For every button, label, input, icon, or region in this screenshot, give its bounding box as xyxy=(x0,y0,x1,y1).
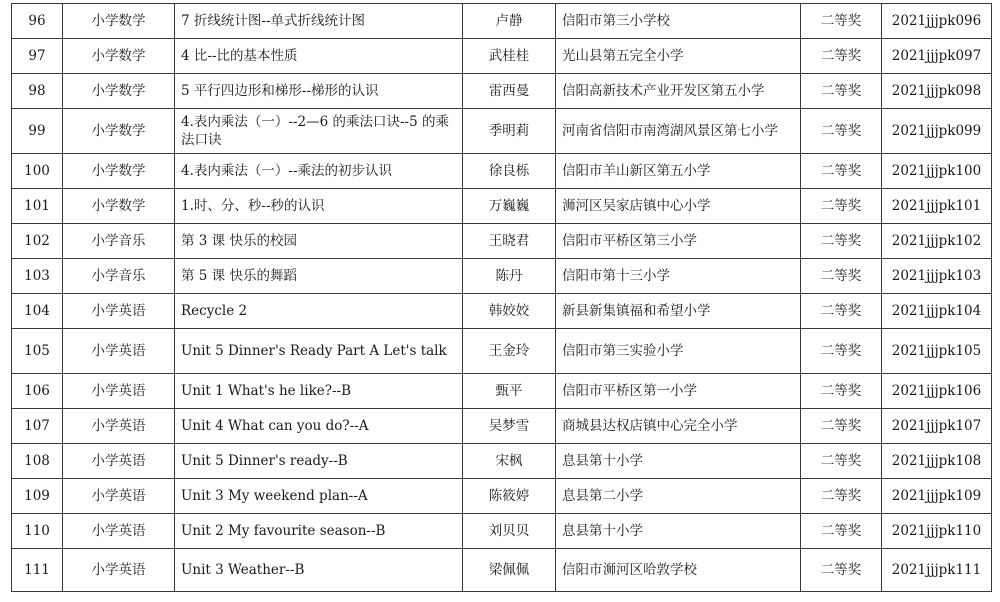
teacher-name-cell: 万巍巍 xyxy=(463,189,556,224)
table-row xyxy=(12,514,992,549)
award-code-cell: 2021jjjpk102 xyxy=(882,224,992,259)
teacher-name-cell: 韩姣姣 xyxy=(463,294,556,329)
row-number-cell: 106 xyxy=(12,374,63,409)
teacher-name-cell: 甄平 xyxy=(463,374,556,409)
table-row xyxy=(12,154,992,189)
table-row xyxy=(12,409,992,444)
subject-cell: 小学英语 xyxy=(63,374,175,409)
school-name-cell: 信阳市羊山新区第五小学 xyxy=(556,154,801,189)
teacher-name-cell: 雷西曼 xyxy=(463,74,556,109)
award-level-cell: 二等奖 xyxy=(801,259,882,294)
table-row xyxy=(12,189,992,224)
teacher-name-cell: 武桂桂 xyxy=(463,39,556,74)
table-row xyxy=(12,109,992,154)
award-table-body xyxy=(12,4,992,592)
teacher-name-cell: 王晓君 xyxy=(463,224,556,259)
subject-cell: 小学音乐 xyxy=(63,259,175,294)
award-table xyxy=(11,3,992,592)
award-code-cell: 2021jjjpk109 xyxy=(882,479,992,514)
award-level-cell: 二等奖 xyxy=(801,294,882,329)
lesson-title-cell: 4 比--比的基本性质 xyxy=(175,39,463,74)
row-number-cell: 104 xyxy=(12,294,63,329)
subject-cell: 小学数学 xyxy=(63,189,175,224)
school-name-cell: 新县新集镇福和希望小学 xyxy=(556,294,801,329)
award-code-cell: 2021jjjpk097 xyxy=(882,39,992,74)
row-number-cell: 109 xyxy=(12,479,63,514)
row-number-cell: 110 xyxy=(12,514,63,549)
subject-cell: 小学英语 xyxy=(63,294,175,329)
award-code-cell: 2021jjjpk101 xyxy=(882,189,992,224)
school-name-cell: 信阳市第三实验小学 xyxy=(556,329,801,374)
subject-cell: 小学英语 xyxy=(63,514,175,549)
lesson-title-cell: Unit 3 My weekend plan--A xyxy=(175,479,463,514)
row-number-cell: 99 xyxy=(12,109,63,154)
school-name-cell: 信阳市平桥区第三小学 xyxy=(556,224,801,259)
teacher-name-cell: 刘贝贝 xyxy=(463,514,556,549)
subject-cell: 小学数学 xyxy=(63,109,175,154)
subject-cell: 小学数学 xyxy=(63,154,175,189)
lesson-title-cell: 第 5 课 快乐的舞蹈 xyxy=(175,259,463,294)
table-row xyxy=(12,549,992,592)
table-row xyxy=(12,294,992,329)
award-level-cell: 二等奖 xyxy=(801,374,882,409)
award-code-cell: 2021jjjpk098 xyxy=(882,74,992,109)
award-code-cell: 2021jjjpk106 xyxy=(882,374,992,409)
award-level-cell: 二等奖 xyxy=(801,39,882,74)
table-row xyxy=(12,329,992,374)
lesson-title-cell: Unit 1 What's he like?--B xyxy=(175,374,463,409)
table-row xyxy=(12,479,992,514)
subject-cell: 小学数学 xyxy=(63,39,175,74)
row-number-cell: 108 xyxy=(12,444,63,479)
award-level-cell: 二等奖 xyxy=(801,514,882,549)
row-number-cell: 107 xyxy=(12,409,63,444)
award-code-cell: 2021jjjpk107 xyxy=(882,409,992,444)
award-level-cell: 二等奖 xyxy=(801,329,882,374)
award-code-cell: 2021jjjpk111 xyxy=(882,549,992,592)
school-name-cell: 河南省信阳市南湾湖风景区第七小学 xyxy=(556,109,801,154)
row-number-cell: 96 xyxy=(12,4,63,39)
award-code-cell: 2021jjjpk104 xyxy=(882,294,992,329)
award-level-cell: 二等奖 xyxy=(801,224,882,259)
award-level-cell: 二等奖 xyxy=(801,154,882,189)
award-level-cell: 二等奖 xyxy=(801,4,882,39)
teacher-name-cell: 陈丹 xyxy=(463,259,556,294)
row-number-cell: 105 xyxy=(12,329,63,374)
row-number-cell: 111 xyxy=(12,549,63,592)
award-code-cell: 2021jjjpk100 xyxy=(882,154,992,189)
subject-cell: 小学数学 xyxy=(63,74,175,109)
subject-cell: 小学英语 xyxy=(63,329,175,374)
teacher-name-cell: 吴梦雪 xyxy=(463,409,556,444)
award-level-cell: 二等奖 xyxy=(801,74,882,109)
award-code-cell: 2021jjjpk096 xyxy=(882,4,992,39)
award-level-cell: 二等奖 xyxy=(801,479,882,514)
award-level-cell: 二等奖 xyxy=(801,189,882,224)
lesson-title-cell: Unit 4 What can you do?--A xyxy=(175,409,463,444)
school-name-cell: 商城县达权店镇中心完全小学 xyxy=(556,409,801,444)
table-row xyxy=(12,39,992,74)
award-code-cell: 2021jjjpk105 xyxy=(882,329,992,374)
teacher-name-cell: 徐良栎 xyxy=(463,154,556,189)
subject-cell: 小学英语 xyxy=(63,479,175,514)
school-name-cell: 信阳市平桥区第一小学 xyxy=(556,374,801,409)
lesson-title-cell: 1.时、分、秒--秒的认识 xyxy=(175,189,463,224)
row-number-cell: 102 xyxy=(12,224,63,259)
award-code-cell: 2021jjjpk099 xyxy=(882,109,992,154)
lesson-title-cell: Recycle 2 xyxy=(175,294,463,329)
school-name-cell: 光山县第五完全小学 xyxy=(556,39,801,74)
school-name-cell: 浉河区吴家店镇中心小学 xyxy=(556,189,801,224)
subject-cell: 小学英语 xyxy=(63,409,175,444)
award-code-cell: 2021jjjpk108 xyxy=(882,444,992,479)
table-row xyxy=(12,74,992,109)
lesson-title-cell: 第 3 课 快乐的校园 xyxy=(175,224,463,259)
lesson-title-cell: Unit 5 Dinner's Ready Part A Let's talk xyxy=(175,329,463,374)
teacher-name-cell: 季明莉 xyxy=(463,109,556,154)
row-number-cell: 101 xyxy=(12,189,63,224)
lesson-title-cell: 4.表内乘法（一）--2—6 的乘法口诀--5 的乘法口诀 xyxy=(175,109,463,154)
subject-cell: 小学数学 xyxy=(63,4,175,39)
row-number-cell: 98 xyxy=(12,74,63,109)
table-row xyxy=(12,4,992,39)
school-name-cell: 信阳市第三小学校 xyxy=(556,4,801,39)
award-level-cell: 二等奖 xyxy=(801,444,882,479)
lesson-title-cell: 5 平行四边形和梯形--梯形的认识 xyxy=(175,74,463,109)
subject-cell: 小学英语 xyxy=(63,444,175,479)
row-number-cell: 103 xyxy=(12,259,63,294)
award-level-cell: 二等奖 xyxy=(801,549,882,592)
row-number-cell: 100 xyxy=(12,154,63,189)
lesson-title-cell: Unit 2 My favourite season--B xyxy=(175,514,463,549)
school-name-cell: 信阳高新技术产业开发区第五小学 xyxy=(556,74,801,109)
award-level-cell: 二等奖 xyxy=(801,109,882,154)
teacher-name-cell: 陈筱婷 xyxy=(463,479,556,514)
table-row xyxy=(12,374,992,409)
teacher-name-cell: 宋枫 xyxy=(463,444,556,479)
teacher-name-cell: 梁佩佩 xyxy=(463,549,556,592)
row-number-cell: 97 xyxy=(12,39,63,74)
lesson-title-cell: Unit 3 Weather--B xyxy=(175,549,463,592)
teacher-name-cell: 王金玲 xyxy=(463,329,556,374)
school-name-cell: 信阳市浉河区哈敦学校 xyxy=(556,549,801,592)
table-row xyxy=(12,259,992,294)
table-row xyxy=(12,444,992,479)
school-name-cell: 息县第十小学 xyxy=(556,514,801,549)
lesson-title-cell: 4.表内乘法（一）--乘法的初步认识 xyxy=(175,154,463,189)
award-code-cell: 2021jjjpk110 xyxy=(882,514,992,549)
school-name-cell: 信阳市第十三小学 xyxy=(556,259,801,294)
lesson-title-cell: 7 折线统计图--单式折线统计图 xyxy=(175,4,463,39)
teacher-name-cell: 卢静 xyxy=(463,4,556,39)
award-code-cell: 2021jjjpk103 xyxy=(882,259,992,294)
subject-cell: 小学英语 xyxy=(63,549,175,592)
table-row xyxy=(12,224,992,259)
school-name-cell: 息县第十小学 xyxy=(556,444,801,479)
school-name-cell: 息县第二小学 xyxy=(556,479,801,514)
subject-cell: 小学音乐 xyxy=(63,224,175,259)
lesson-title-cell: Unit 5 Dinner's ready--B xyxy=(175,444,463,479)
award-level-cell: 二等奖 xyxy=(801,409,882,444)
